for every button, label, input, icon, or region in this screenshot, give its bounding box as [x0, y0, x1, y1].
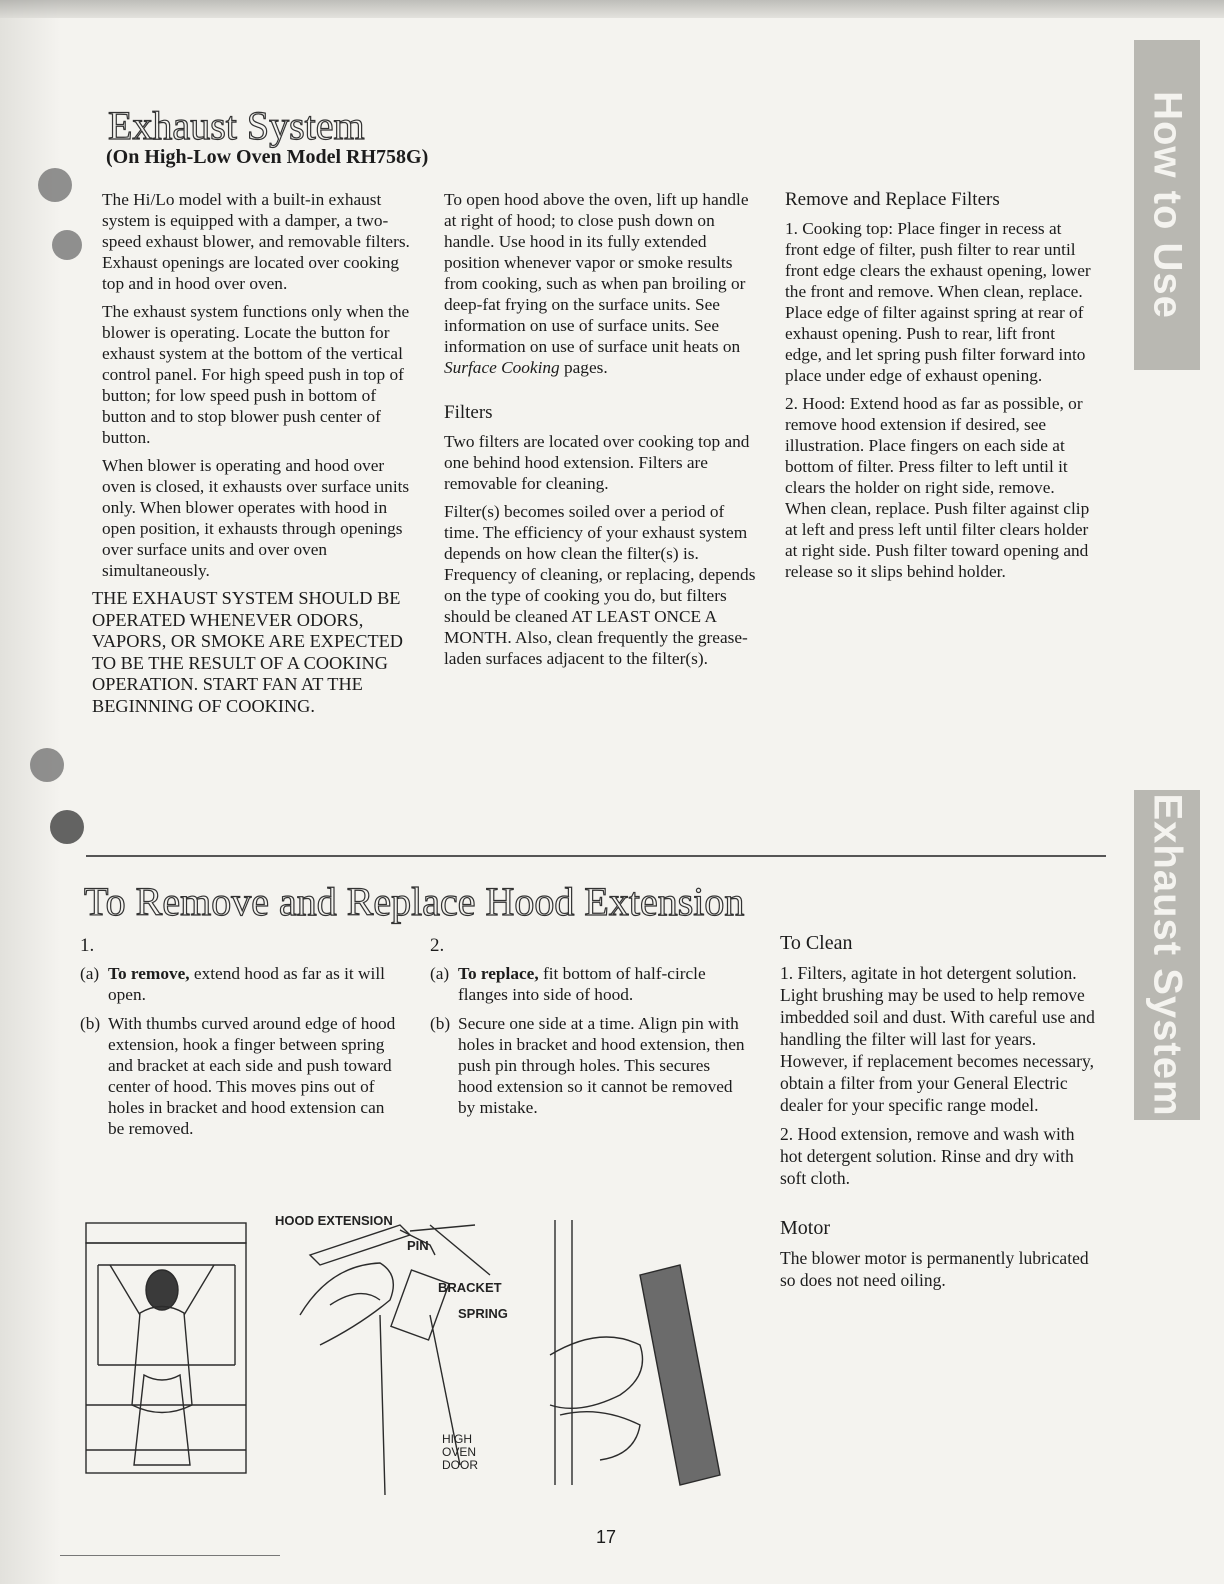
punch-hole	[30, 748, 64, 782]
step-label: (b)	[80, 1014, 101, 1033]
page-number: 17	[596, 1527, 617, 1547]
side-tab-bottom-label: Exhaust System	[1145, 793, 1190, 1117]
step-number: 2.	[430, 935, 445, 956]
step-2b	[430, 1013, 748, 1118]
exhaust-column-2	[444, 189, 762, 676]
hood-step-1	[80, 935, 398, 1147]
punch-hole	[52, 230, 82, 260]
label-bracket: BRACKET	[438, 1280, 502, 1295]
exhaust-column-3	[785, 189, 1095, 589]
exhaust-paragraph: When blower is operating and hood over oven is closed, it exhausts over surface units only. When blower operates with hood in open position, it exhausts through openings over surface units and over oven simultaneously.	[102, 456, 410, 580]
filters-step: 1. Cooking top: Place finger in recess at front edge of filter, push filter to rear until front edge clears the exhaust opening, lower the front and remove. When clean, replace. Place edge of filter against spring at rear of exhaust opening. Push to rear, lift front edge, and let spring push filter forward into place under edge of exhaust opening.	[785, 219, 1091, 385]
label-high: HIGH	[442, 1432, 472, 1446]
scan-shadow-top	[0, 0, 1224, 18]
hood-clean-column	[780, 932, 1095, 1298]
hood-extension-illustration	[80, 1205, 740, 1505]
clean-step: 2. Hood extension, remove and wash with hot detergent solution. Rinse and dry with soft cloth.	[780, 1124, 1075, 1188]
exhaust-warning: THE EXHAUST SYSTEM SHOULD BE OPERATED WHENEVER ODORS, VAPORS, OR SMOKE ARE EXPECTED TO BE THE RESULT OF A COOKING OPERATION. START FAN AT THE BEGINNING OF COOKING.	[92, 588, 404, 716]
step-text-body: extend hood as far as it will open.	[108, 964, 385, 1004]
punch-hole	[50, 810, 84, 844]
filters-paragraph: Filter(s) becomes soiled over a period of time. The efficiency of your exhaust system depends on how clean the filter(s) is. Frequency of cleaning, or replacing, depends on the type of cooking you do, but filters should be cleaned AT LEAST ONCE A MONTH. Also, clean frequently the grease-laden surfaces adjacent to the filter(s).	[444, 502, 756, 668]
side-tab-top-label: How to Use	[1145, 91, 1190, 319]
clean-step: 1. Filters, agitate in hot detergent solution. Light brushing may be used to help remove imbedded soil and dust. With careful use and handling the filter will last for years. However, if replacement becomes necessary, obtain a filter from your General Electric dealer for your specific range model.	[780, 963, 1095, 1115]
section-divider	[86, 855, 1106, 857]
label-pin: PIN	[407, 1238, 429, 1253]
side-hood-drawing	[550, 1220, 720, 1485]
step-number: 1.	[80, 935, 95, 956]
surface-cooking-ref: Surface Cooking	[444, 358, 560, 377]
exhaust-column-1	[92, 189, 420, 724]
label-oven: OVEN	[442, 1445, 477, 1459]
step-1a	[80, 963, 398, 1005]
motor-heading: Motor	[780, 1217, 830, 1239]
label-hood-extension: HOOD EXTENSION	[275, 1213, 393, 1228]
step-text-body: fit bottom of half-circle flanges into side of hood.	[458, 964, 706, 1004]
motor-text: The blower motor is permanently lubricated so does not need oiling.	[780, 1248, 1089, 1290]
exhaust-paragraph: The exhaust system functions only when the blower is operating. Locate the button for exhaust system at the bottom of the vertical control panel. For high speed push in top of button; for low speed push in bottom of button and to stop blower push center of button.	[102, 302, 410, 447]
woman-at-range-drawing	[86, 1223, 246, 1473]
step-text: Secure one side at a time. Align pin with holes in bracket and hood extension, then push pin through holes. This secures hood extension so it cannot be removed by mistake.	[458, 1014, 745, 1117]
step-text: With thumbs curved around edge of hood extension, hook a finger between spring and bracket at each side and push toward center of hood. This moves pins out of holes in bracket and hood extension can be removed.	[108, 1014, 396, 1138]
hood-open-text: To open hood above the oven, lift up handle at right of hood; to close push down on handle. Use hood in its fully extended position whenever vapor or smoke results from cooking, such as when pan broiling or deep-fat frying on the surface units. See information on use of surface units. See information on use of surface unit heats on	[444, 190, 749, 356]
exhaust-system-subtitle: (On High-Low Oven Model RH758G)	[106, 146, 429, 168]
hood-open-text-end: pages.	[559, 358, 608, 377]
remove-replace-filters-heading: Remove and Replace Filters	[785, 189, 1000, 210]
step-text	[458, 963, 748, 1005]
step-emphasis: To remove,	[108, 964, 190, 983]
scan-shadow-left	[0, 0, 60, 1584]
exhaust-system-title: Exhaust System	[108, 103, 365, 148]
side-tab-how-to-use	[1134, 40, 1200, 370]
step-label: (a)	[80, 964, 100, 983]
to-clean-heading: To Clean	[780, 932, 853, 954]
side-tab-exhaust-system	[1134, 790, 1200, 1120]
step-2a	[430, 963, 748, 1005]
filters-paragraph: Two filters are located over cooking top and one behind hood extension. Filters are removable for cleaning.	[444, 432, 750, 493]
step-1b	[80, 1013, 398, 1139]
exhaust-paragraph: The Hi/Lo model with a built-in exhaust system is equipped with a damper, a two-speed exhaust blower, and removable filters. Exhaust openings are located over cooking top and in hood over oven.	[102, 190, 410, 293]
hood-open-paragraph	[444, 189, 762, 378]
step-label: (b)	[430, 1014, 451, 1033]
punch-hole	[38, 168, 72, 202]
bottom-rule	[60, 1555, 280, 1556]
label-spring: SPRING	[458, 1306, 508, 1321]
hood-extension-title: To Remove and Replace Hood Extension	[84, 879, 745, 924]
hood-step-2	[430, 935, 748, 1126]
step-text	[108, 963, 398, 1005]
hood-outline	[86, 1223, 246, 1243]
label-door: DOOR	[442, 1458, 478, 1472]
filters-heading: Filters	[444, 402, 493, 423]
filters-step: 2. Hood: Extend hood as far as possible, or remove hood extension if desired, see illustration. Place fingers on each side at bottom of filter. Press filter to left until it clears the holder on right side, remove. When clean, replace. Push filter against clip at left and press left until filter clears holder at right side. Push filter toward opening and release so it slips behind holder.	[785, 394, 1090, 581]
step-emphasis: To replace,	[458, 964, 539, 983]
step-label: (a)	[430, 964, 450, 983]
